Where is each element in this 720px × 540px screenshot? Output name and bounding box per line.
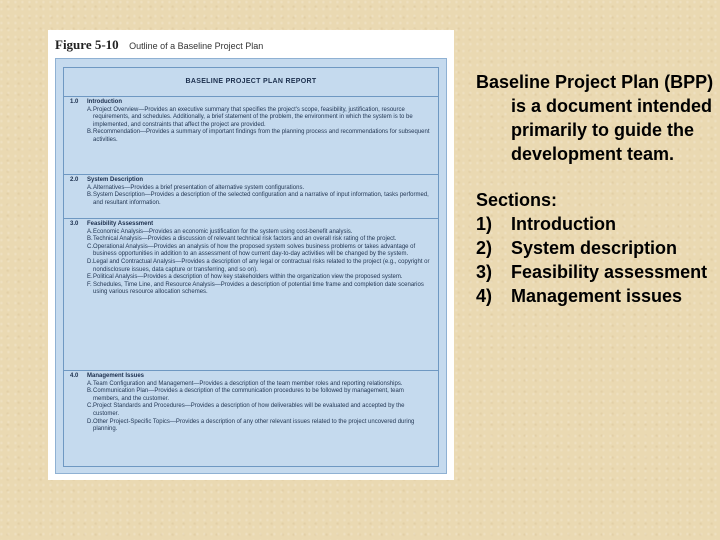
list-text: Introduction (511, 214, 616, 234)
slide-text (476, 70, 716, 308)
section-heading (70, 221, 432, 229)
section-heading (70, 177, 432, 185)
section-title: System Description (87, 177, 144, 183)
section-heading (70, 99, 432, 107)
figure-number: Figure 5-10 (55, 37, 119, 52)
list-number: 1) (476, 214, 493, 234)
report-section-management-issues (64, 371, 438, 467)
list-text: Feasibility assessment (511, 262, 708, 282)
item-letter: B. (87, 388, 93, 395)
item-text: Technical Analysis—Provides a discussion of relevant technical risk factors and an overall risk rating of the project. (93, 236, 397, 243)
section-item (70, 129, 432, 144)
section-heading (70, 373, 432, 381)
item-text: Communication Plan—Provides a description of the communication procedures to be followed by management, team members, and the customer. (93, 388, 404, 402)
item-text: Project Standards and Procedures—Provides a description of how deliverables will be evaluated and accepted by the customer. (93, 403, 405, 417)
item-letter: E. (87, 274, 93, 281)
section-item (70, 274, 432, 282)
section-item (70, 282, 432, 297)
item-text: Other Project-Specific Topics—Provides a description of any other relevant issues related to the project uncovered during planning. (93, 418, 415, 433)
list-number: 3) (476, 262, 493, 282)
section-number: 3.0 (70, 221, 79, 227)
section-item (70, 192, 432, 207)
list-item (476, 260, 716, 284)
report-section-feasibility-assessment (64, 219, 438, 371)
figure-panel (55, 58, 447, 474)
list-item (476, 212, 716, 236)
item-text: Project Overview—Provides an executive summary that specifies the project's scope, feasibility, justification, resource requirements, and schedules. Additionally, a brief statement of the problem, the environment in which the system is to be implemented, and constraints that affect the project are provided. (93, 106, 413, 128)
section-item (70, 388, 432, 403)
item-text: Operational Analysis—Provides an analysis of how the proposed system solves business problems or takes advantage of business opportunities in addition to an assessment of how current day-to-day activities will be changed by the system. (93, 243, 416, 258)
list-text: System description (511, 238, 678, 258)
section-item (70, 236, 432, 244)
section-number: 1.0 (70, 99, 79, 105)
figure-image (48, 30, 454, 480)
section-item (70, 259, 432, 274)
item-text: Economic Analysis—Provides an economic justification for the system using cost-benefit analysis. (93, 228, 353, 235)
sections-heading: Sections: (476, 190, 558, 210)
report-section-system-description (64, 175, 438, 219)
item-letter: D. (87, 258, 93, 265)
report-section-introduction (64, 97, 438, 175)
item-text: Alternatives—Provides a brief presentation of alternative system configurations. (93, 184, 305, 191)
item-letter: C. (87, 403, 93, 410)
section-item (70, 381, 432, 389)
section-title: Management Issues (87, 373, 145, 379)
report-outline (63, 67, 439, 467)
item-letter: B. (87, 192, 93, 199)
item-text: System Description—Provides a description of the selected configuration and a narrative of input information, tasks performed, and resultant information. (93, 192, 429, 206)
section-title: Introduction (87, 99, 122, 105)
report-title: BASELINE PROJECT PLAN REPORT (64, 68, 438, 97)
section-item (70, 185, 432, 193)
section-item (70, 403, 432, 418)
item-letter: D. (87, 418, 93, 425)
list-item (476, 236, 716, 260)
section-item (70, 229, 432, 237)
item-letter: F. (87, 281, 92, 288)
item-text: Schedules, Time Line, and Resource Analysis—Provides a description of potential time frame and completion date scenarios using various resource allocation schemes. (93, 281, 424, 296)
section-number: 4.0 (70, 373, 79, 379)
section-item (70, 107, 432, 130)
list-text: Management issues (511, 286, 683, 306)
section-item (70, 419, 432, 434)
item-letter: A. (87, 380, 93, 387)
item-letter: C. (87, 243, 93, 250)
section-number: 2.0 (70, 177, 79, 183)
list-number: 4) (476, 286, 493, 306)
item-text: Political Analysis—Provides a description of how key stakeholders within the organization view the proposed system. (93, 274, 403, 281)
item-text: Team Configuration and Management—Provides a description of the team member roles and reporting relationships. (93, 380, 403, 387)
item-letter: B. (87, 129, 93, 136)
figure-caption: Outline of a Baseline Project Plan (129, 41, 264, 51)
bpp-description: Baseline Project Plan (BPP) is a document intended primarily to guide the development team. (476, 72, 714, 164)
item-text: Recommendation—Provides a summary of important findings from the planning process and recommendations for subsequent activities. (93, 129, 430, 143)
list-item (476, 284, 716, 308)
list-number: 2) (476, 238, 493, 258)
figure-header (55, 36, 263, 54)
item-letter: A. (87, 228, 93, 235)
section-title: Feasibility Assessment (87, 221, 154, 227)
item-letter: B. (87, 236, 93, 243)
section-item (70, 244, 432, 259)
item-text: Legal and Contractual Analysis—Provides a description of any legal or contractual risks related to the project (e.g., copyright or nondisclosure issues, data capture or transferring, and so on). (93, 258, 430, 273)
item-letter: A. (87, 184, 93, 191)
item-letter: A. (87, 106, 93, 113)
